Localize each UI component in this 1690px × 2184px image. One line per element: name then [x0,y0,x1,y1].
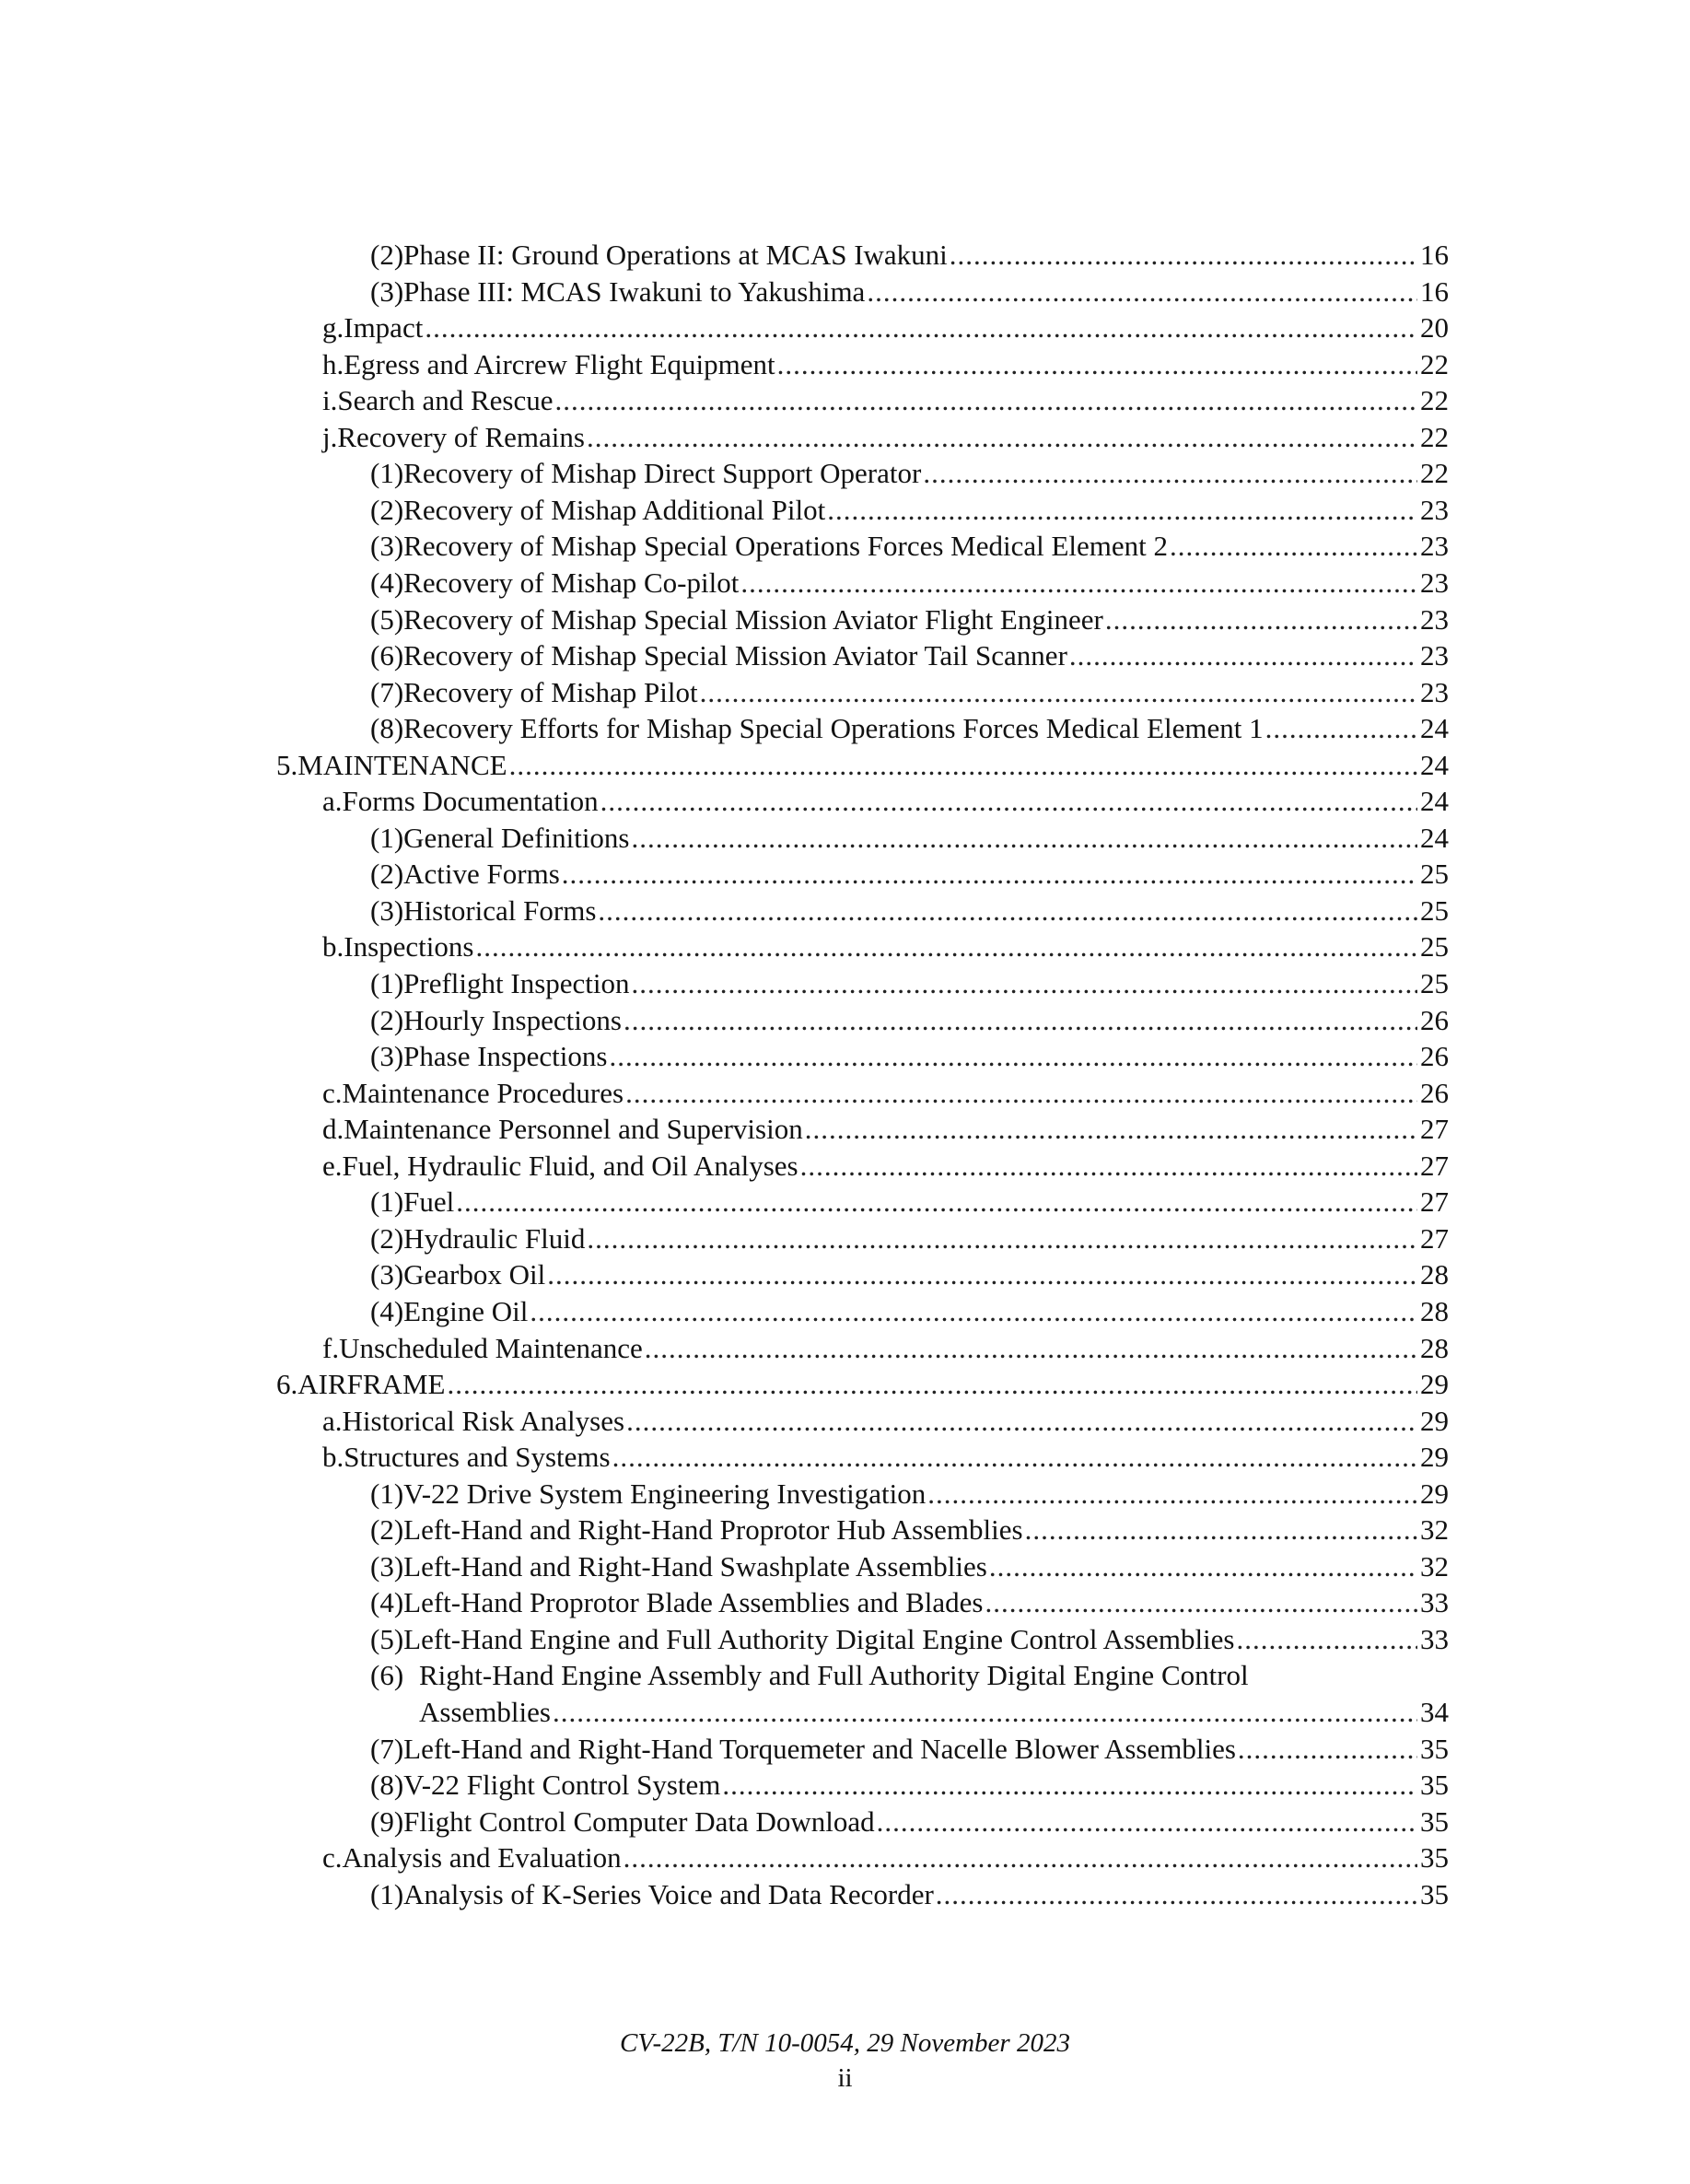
dot-leader [950,237,1417,274]
toc-entry-title: Maintenance Procedures [342,1077,624,1109]
toc-entry[interactable] [0,419,1690,456]
dot-leader [1238,1731,1417,1768]
dot-leader [553,1694,1417,1731]
toc-entry[interactable] [0,1256,1690,1293]
toc-entry[interactable] [0,1111,1690,1148]
toc-entry-page: 25 [1420,894,1449,927]
dot-leader [547,1256,1417,1293]
toc-entry-page: 23 [1420,566,1449,599]
toc-entry[interactable] [0,1330,1690,1367]
toc-entry[interactable] [0,1002,1690,1039]
toc-entry-page: 32 [1420,1550,1449,1583]
toc-entry-number: (3) [370,530,404,562]
toc-entry-page: 22 [1420,348,1449,380]
dot-leader [927,1476,1417,1512]
toc-entry-number: 6. [276,1368,298,1400]
dot-leader [562,856,1417,893]
toc-entry-number: (6) [370,1659,404,1691]
toc-entry-page: 25 [1420,858,1449,890]
dot-leader [645,1330,1417,1367]
dot-leader [1170,528,1417,565]
toc-entry[interactable] [0,1512,1690,1548]
toc-entry-title: General Definitions [403,822,630,854]
toc-entry-title: Recovery of Mishap Special Mission Aviator Flight Engineer [403,603,1103,636]
toc-entry-title: Recovery of Mishap Pilot [403,676,698,708]
toc-entry-number: d. [322,1113,344,1145]
dot-leader [555,382,1418,419]
toc-entry-title: Recovery of Mishap Special Operations Forces Medical Element 2 [403,530,1169,562]
toc-entry-number: (2) [370,494,404,526]
toc-entry[interactable] [0,274,1690,310]
toc-entry-title: AIRFRAME [297,1368,446,1400]
dot-leader [877,1804,1417,1840]
dot-leader [722,1767,1417,1804]
dot-leader [624,1002,1417,1039]
dot-leader [740,565,1417,601]
toc-entry-page: 24 [1420,822,1449,854]
dot-leader [827,492,1417,529]
toc-entry-page: 29 [1420,1405,1449,1437]
toc-entry-page: 27 [1420,1150,1449,1182]
toc-entry-number: i. [322,384,338,416]
toc-entry[interactable] [0,528,1690,565]
toc-entry[interactable] [0,1767,1690,1804]
toc-entry-number: (1) [370,1185,404,1218]
toc-entry[interactable] [0,1876,1690,1913]
dot-leader [800,1148,1417,1185]
toc-entry-page: 29 [1420,1368,1449,1400]
toc-entry-number: (7) [370,1733,404,1765]
toc-entry[interactable] [0,492,1690,529]
toc-entry-title: Impact [344,311,424,344]
dot-leader [1265,710,1417,747]
dot-leader [475,928,1417,965]
toc-entry-number: (4) [370,1586,404,1618]
toc-entry[interactable] [0,1038,1690,1075]
dot-leader [632,965,1417,1002]
toc-entry[interactable] [0,1476,1690,1512]
toc-entry-number: (5) [370,603,404,636]
dot-leader [600,783,1417,820]
toc-entry-number: (2) [370,1004,404,1036]
toc-entry-number: (7) [370,676,404,708]
dot-leader [587,419,1417,456]
toc-entry-page: 35 [1420,1841,1449,1874]
toc-entry-title: Phase III: MCAS Iwakuni to Yakushima [403,275,866,308]
toc-entry-number: (2) [370,858,404,890]
toc-entry[interactable] [0,1220,1690,1257]
toc-entry-page: 24 [1420,785,1449,817]
toc-entry-page: 33 [1420,1586,1449,1618]
toc-entry-number: (2) [370,1222,404,1255]
toc-entry-page: 22 [1420,384,1449,416]
dot-leader [985,1584,1418,1621]
toc-entry[interactable] [0,601,1690,638]
footer-page-number: ii [837,2063,853,2093]
toc-entry-title: Flight Control Computer Data Download [403,1805,875,1838]
toc-entry-page: 28 [1420,1295,1449,1327]
toc-entry[interactable] [0,565,1690,601]
toc-entry-title: Left-Hand and Right-Hand Swashplate Assemblies [403,1550,987,1583]
toc-entry-title: Engine Oil [403,1295,529,1327]
toc-entry-page: 35 [1420,1733,1449,1765]
toc-entry[interactable] [0,1403,1690,1440]
toc-entry-title: Phase II: Ground Operations at MCAS Iwakuni [403,239,948,271]
toc-entry-page: 16 [1420,239,1449,271]
toc-entry-number: c. [322,1077,343,1109]
dot-leader [632,820,1418,857]
toc-entry[interactable] [0,346,1690,383]
toc-entry-number: a. [322,785,343,817]
toc-entry[interactable] [0,856,1690,893]
toc-entry-number: (5) [370,1623,404,1655]
toc-entry-page: 33 [1420,1623,1449,1655]
dot-leader [700,674,1417,711]
dot-leader [624,1839,1417,1876]
toc-entry-title: Analysis of K-Series Voice and Data Recorder [403,1878,934,1910]
toc-entry-number: (1) [370,1878,404,1910]
toc-entry[interactable] [0,1731,1690,1768]
dot-leader [805,1111,1417,1148]
toc-entry-number: (4) [370,1295,404,1327]
toc-entry-page: 22 [1420,421,1449,453]
footer-caption: CV-22B, T/N 10-0054, 29 November 2023 [620,2028,1070,2058]
toc-entry-page: 32 [1420,1513,1449,1546]
toc-entry-number: (2) [370,1513,404,1546]
toc-entry-title: Historical Risk Analyses [342,1405,625,1437]
toc-entry[interactable] [0,1366,1690,1403]
toc-entry-number: (3) [370,1258,404,1291]
toc-entry[interactable] [0,783,1690,820]
toc-entry-title: Phase Inspections [403,1040,608,1072]
dot-leader [936,1876,1417,1913]
toc-entry-page: 16 [1420,275,1449,308]
toc-entry-page: 35 [1420,1769,1449,1801]
dot-leader [609,1038,1417,1075]
toc-entry-title: Recovery Efforts for Mishap Special Operations Forces Medical Element 1 [403,712,1264,744]
toc-entry-title: Recovery of Mishap Co-pilot [403,566,740,599]
toc-entry[interactable] [0,1075,1690,1112]
toc-entry-title: Inspections [344,930,474,963]
toc-entry-number: (9) [370,1805,404,1838]
dot-leader [626,1403,1417,1440]
toc-entry-page: 35 [1420,1805,1449,1838]
toc-entry-number: j. [322,421,338,453]
toc-entry-page: 24 [1420,749,1449,781]
toc-entry-page: 23 [1420,494,1449,526]
toc-entry[interactable] [0,1839,1690,1876]
toc-entry-page: 29 [1420,1441,1449,1473]
toc-entry-number: (3) [370,275,404,308]
toc-entry-number: (2) [370,239,404,271]
toc-entry-page: 23 [1420,639,1449,672]
toc-entry[interactable] [0,637,1690,674]
toc-entry-page: 23 [1420,676,1449,708]
toc-entry-title: Left-Hand and Right-Hand Proprotor Hub Assemblies [403,1513,1023,1546]
toc-entry-title: Structures and Systems [344,1441,611,1473]
toc-entry-number: 5. [276,749,298,781]
toc-entry-title: Unscheduled Maintenance [339,1332,643,1364]
toc-entry-number: (1) [370,822,404,854]
dot-leader [456,1184,1417,1220]
toc-entry-title: V-22 Drive System Engineering Investigation [403,1477,927,1510]
toc-entry-title: Maintenance Personnel and Supervision [344,1113,803,1145]
toc-entry-number: (3) [370,894,404,927]
toc-entry-number: c. [322,1841,343,1874]
toc-entry-title: Active Forms [403,858,560,890]
toc-entry[interactable] [0,820,1690,857]
toc-entry-title: Historical Forms [403,894,597,927]
toc-entry-number: (8) [370,712,404,744]
toc-entry-title: Search and Rescue [337,384,554,416]
toc-entry-number: (1) [370,1477,404,1510]
toc-entry-page: 26 [1420,1077,1449,1109]
toc-entry-number: (3) [370,1040,404,1072]
toc-entry-title: Left-Hand Proprotor Blade Assemblies and Blades [403,1586,984,1618]
toc-entry-title: Fuel [403,1185,455,1218]
toc-entry-page: 34 [1420,1696,1449,1728]
toc-entry[interactable] [0,309,1690,346]
toc-entry-number: f. [322,1332,340,1364]
toc-entry[interactable] [0,1293,1690,1330]
toc-entry[interactable] [0,1657,1690,1694]
toc-entry-page: 23 [1420,530,1449,562]
toc-entry-page: 35 [1420,1878,1449,1910]
toc-entry-number: b. [322,930,344,963]
toc-entry-page: 26 [1420,1040,1449,1072]
dot-leader [625,1075,1417,1112]
dot-leader [612,1439,1417,1476]
toc-entry-page: 27 [1420,1185,1449,1218]
toc-entry-title: Forms Documentation [342,785,599,817]
toc-entry-title: Recovery of Mishap Additional Pilot [403,494,826,526]
toc-entry-page: 23 [1420,603,1449,636]
toc-entry[interactable] [0,747,1690,784]
dot-leader [867,274,1417,310]
toc-entry[interactable] [0,1548,1690,1585]
toc-entry-page: 26 [1420,1004,1449,1036]
toc-entry-page: 20 [1420,311,1449,344]
toc-entry-page: 29 [1420,1477,1449,1510]
toc-entry-number: e. [322,1150,343,1182]
toc-entry[interactable] [0,1804,1690,1840]
dot-leader [923,455,1417,492]
toc-entry-title: Analysis and Evaluation [342,1841,622,1874]
toc-entry-number: a. [322,1405,343,1437]
toc-entry-title: Left-Hand and Right-Hand Torquemeter and Nacelle Blower Assemblies [403,1733,1236,1765]
toc-entry-title: Hourly Inspections [403,1004,622,1036]
dot-leader [777,346,1417,383]
dot-leader [598,893,1417,929]
toc-entry-page: 25 [1420,930,1449,963]
dot-leader [989,1548,1417,1585]
toc-entry[interactable] [0,1439,1690,1476]
toc-entry[interactable] [0,237,1690,274]
toc-entry[interactable] [0,1621,1690,1658]
toc-entry-number: g. [322,311,344,344]
toc-entry[interactable] [0,455,1690,492]
toc-entry[interactable] [0,1148,1690,1185]
toc-entry-page: 22 [1420,457,1449,489]
toc-entry[interactable] [0,382,1690,419]
toc-entry-title: Recovery of Mishap Special Mission Aviator Tail Scanner [403,639,1067,672]
toc-entry-page: 27 [1420,1222,1449,1255]
toc-entry-number: (4) [370,566,404,599]
toc-entry-number: h. [322,348,344,380]
toc-entry-title: V-22 Flight Control System [403,1769,721,1801]
toc-entry-number: (1) [370,457,404,489]
dot-leader [1025,1512,1417,1548]
toc-entry-page: 25 [1420,967,1449,999]
dot-leader [1237,1621,1418,1658]
toc-entry[interactable] [0,710,1690,747]
toc-entry-number: b. [322,1441,344,1473]
toc-entry-title: Assemblies [419,1696,551,1728]
toc-entry-page: 27 [1420,1113,1449,1145]
dot-leader [425,309,1417,346]
toc-entry[interactable] [0,965,1690,1002]
toc-entry-title: Right-Hand Engine Assembly and Full Authority Digital Engine Control [419,1659,1249,1691]
toc-entry-title: Fuel, Hydraulic Fluid, and Oil Analyses [342,1150,798,1182]
toc-entry-title: Egress and Aircrew Flight Equipment [344,348,775,380]
toc-entry-title: Recovery of Remains [337,421,585,453]
toc-entry-title: Left-Hand Engine and Full Authority Digital Engine Control Assemblies [403,1623,1235,1655]
toc-entry-number: (3) [370,1550,404,1583]
dot-leader [447,1366,1417,1403]
toc-entry-page: 28 [1420,1258,1449,1291]
toc-entry[interactable] [0,928,1690,965]
dot-leader [509,747,1417,784]
toc-entry-title: Hydraulic Fluid [403,1222,586,1255]
toc-entry-title: Recovery of Mishap Direct Support Operator [403,457,922,489]
dot-leader [587,1220,1417,1257]
toc-entry-number: (8) [370,1769,404,1801]
toc-entry-title: Preflight Inspection [403,967,630,999]
toc-entry-page: 28 [1420,1332,1449,1364]
dot-leader [1105,601,1417,638]
toc-entry-number: (1) [370,967,404,999]
toc-entry-title: Gearbox Oil [403,1258,546,1291]
toc-entry[interactable] [0,893,1690,929]
toc-entry[interactable] [0,674,1690,711]
dot-leader [530,1293,1417,1330]
toc-entry-number: (6) [370,639,404,672]
dot-leader [1069,637,1417,674]
toc-entry[interactable] [0,1584,1690,1621]
toc-entry[interactable] [0,1694,1690,1731]
toc-entry[interactable] [0,1184,1690,1220]
toc-entry-page: 24 [1420,712,1449,744]
toc-entry-title: MAINTENANCE [297,749,507,781]
